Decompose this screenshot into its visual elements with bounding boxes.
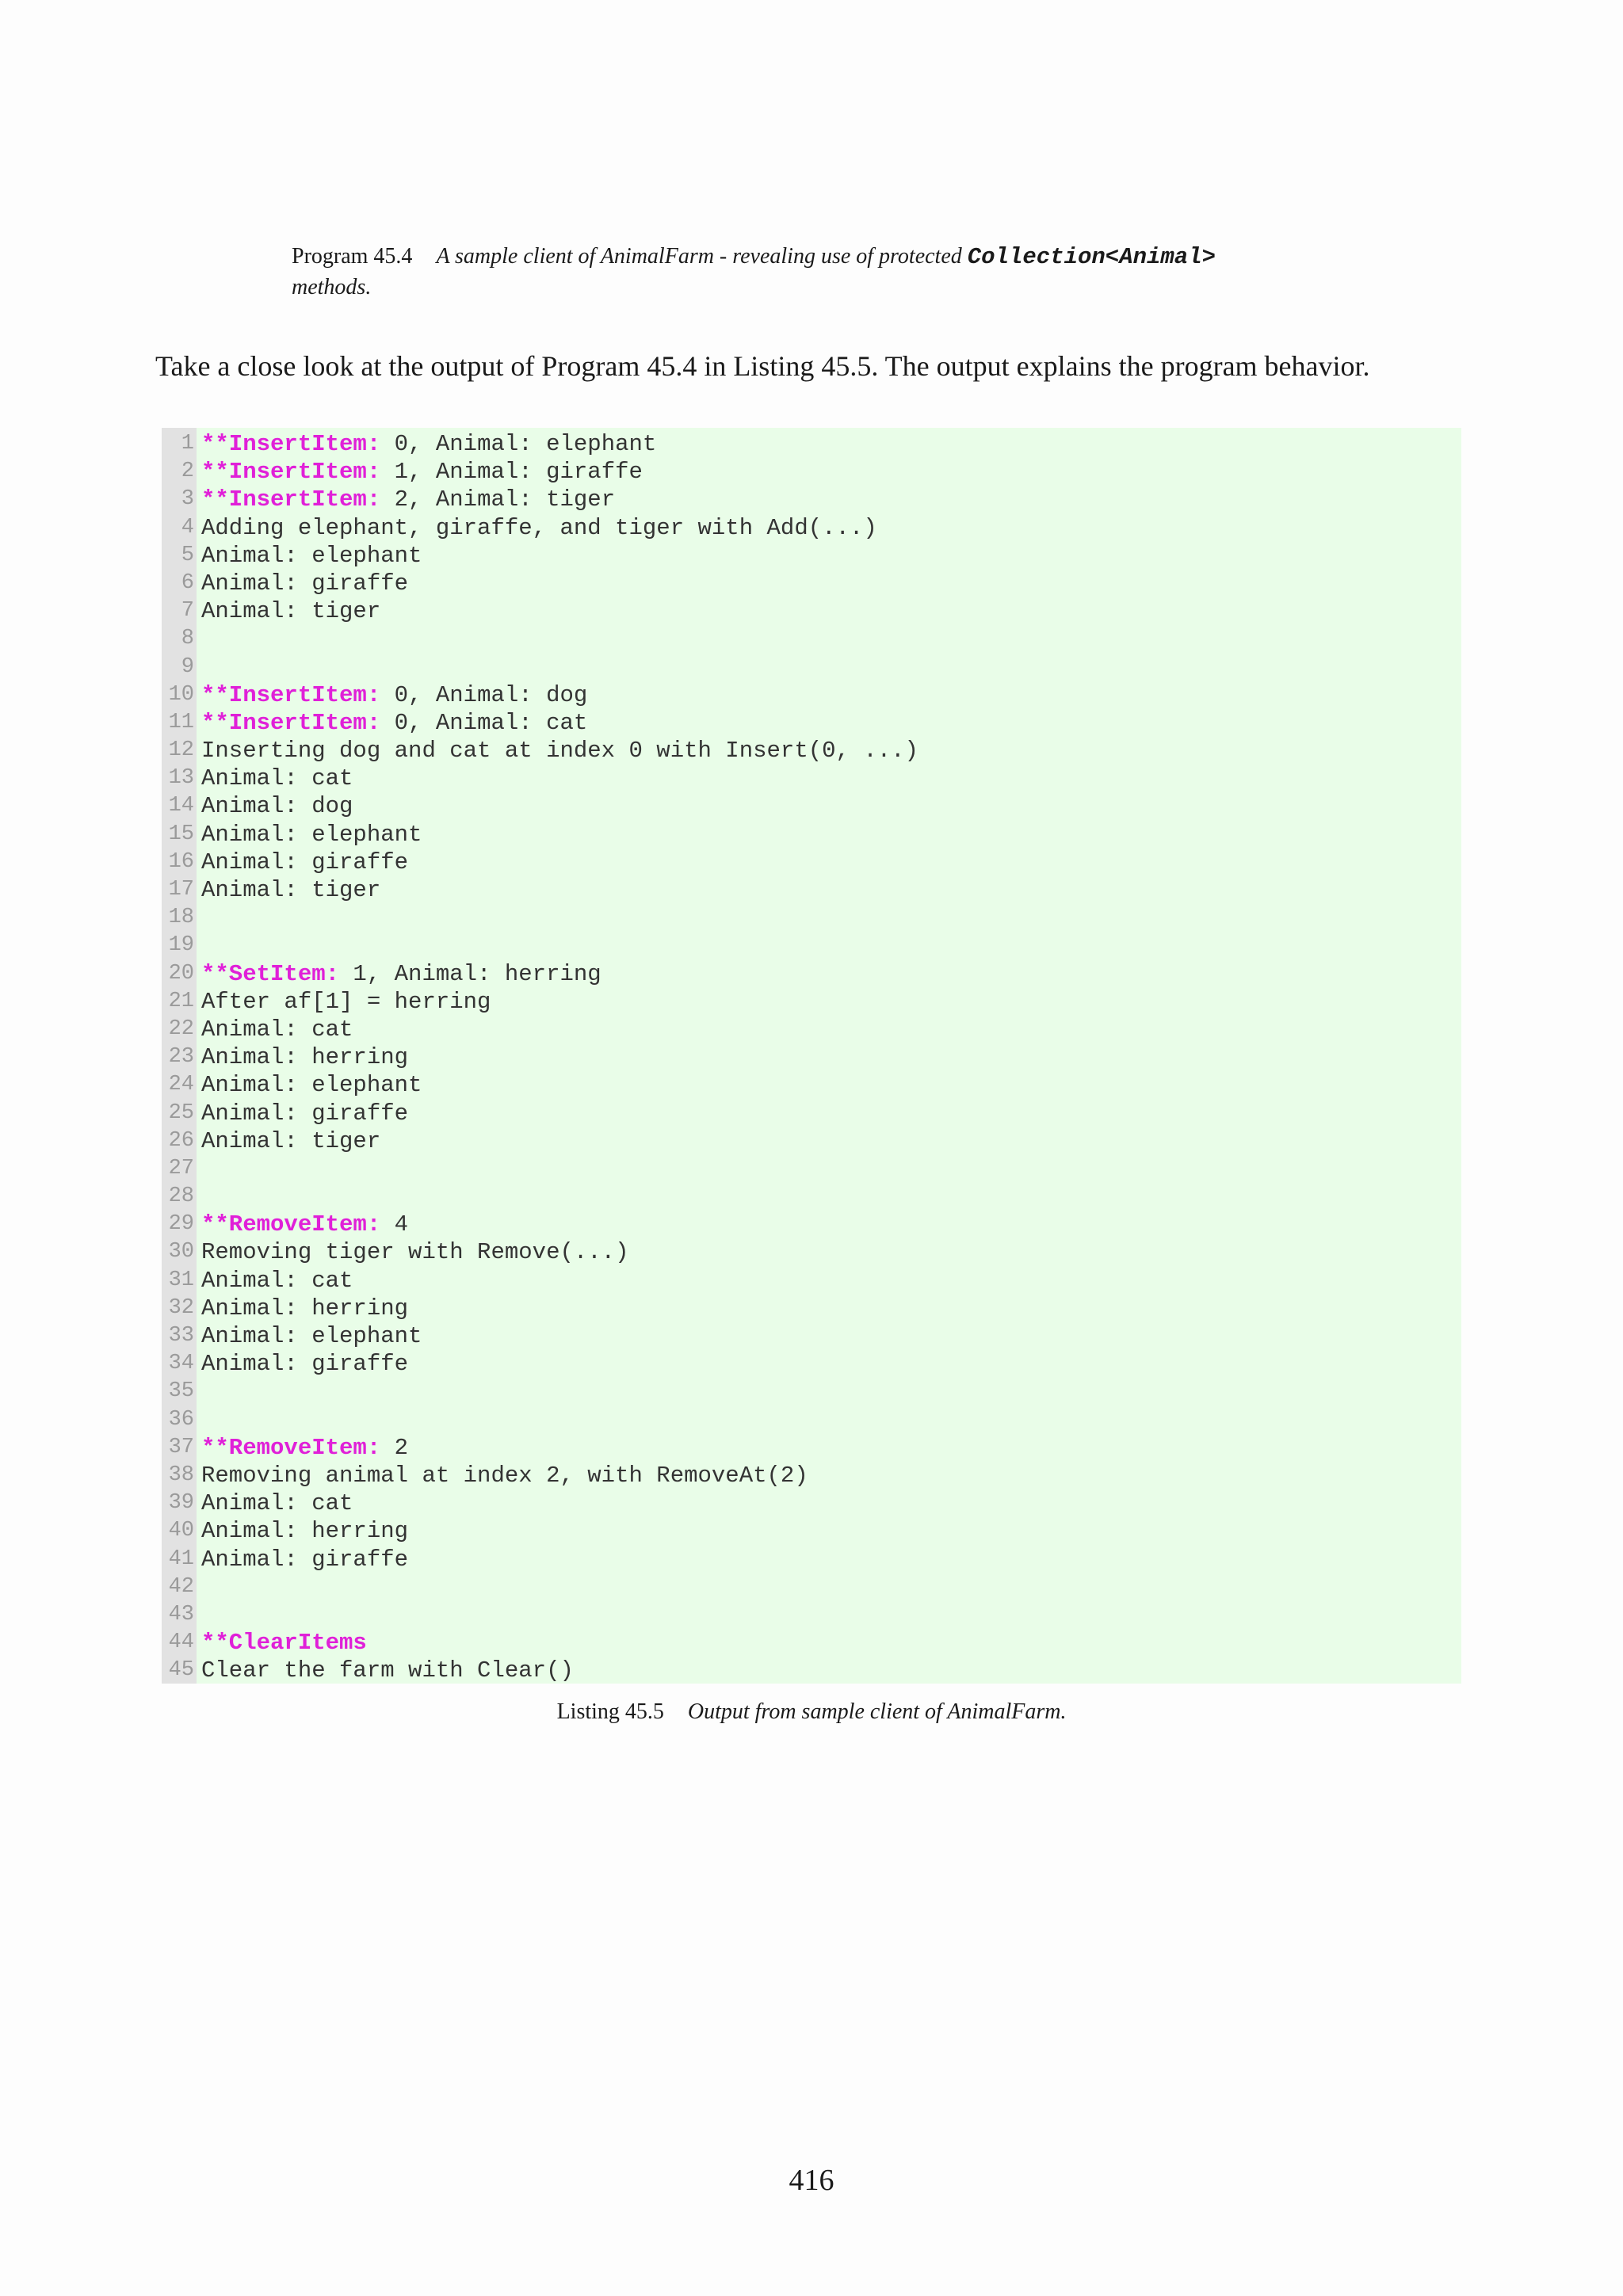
line-number: 40	[168, 1519, 194, 1543]
program-caption	[292, 242, 1385, 303]
line-text: 2, Animal: tiger	[380, 486, 616, 513]
line-code	[201, 1322, 422, 1350]
line-number: 19	[168, 933, 194, 958]
listing-line	[162, 876, 1461, 904]
listing-line	[162, 1546, 1461, 1573]
line-code	[201, 988, 491, 1016]
listing-line	[162, 1155, 1461, 1183]
line-code	[201, 430, 656, 458]
listing-line	[162, 988, 1461, 1016]
line-code	[201, 1629, 367, 1657]
listing-caption-description: Output from sample client of AnimalFarm.	[687, 1699, 1067, 1724]
line-number: 12	[168, 738, 194, 763]
line-text: Animal: herring	[201, 1295, 409, 1322]
line-text: Animal: cat	[201, 1016, 353, 1043]
line-number: 18	[168, 906, 194, 930]
body-paragraph: Take a close look at the output of Program 45.4 in Listing 45.5. The output explains the program behavior.	[155, 350, 1370, 382]
program-caption-code: Collection<Animal>	[967, 244, 1216, 270]
line-number: 25	[168, 1100, 194, 1125]
trace-keyword: **RemoveItem:	[201, 1434, 381, 1461]
program-caption-description-end: methods.	[292, 275, 372, 299]
line-number: 27	[168, 1156, 194, 1180]
line-text: 0, Animal: elephant	[380, 431, 657, 457]
line-code	[201, 458, 643, 486]
listing-line	[162, 542, 1461, 570]
line-code	[201, 542, 422, 570]
line-number: 43	[168, 1602, 194, 1627]
line-number: 31	[168, 1268, 194, 1292]
line-text: Animal: herring	[201, 1518, 409, 1545]
listing-line	[162, 1601, 1461, 1629]
listing-line	[162, 1267, 1461, 1295]
line-code	[201, 1462, 808, 1489]
line-code	[201, 1211, 408, 1238]
line-code	[201, 1489, 353, 1517]
listing-line	[162, 1657, 1461, 1684]
line-text: 1, Animal: giraffe	[380, 459, 643, 486]
line-text: 0, Animal: cat	[380, 709, 588, 736]
line-code	[201, 486, 615, 513]
trace-keyword: **InsertItem:	[201, 431, 381, 457]
line-code	[201, 1071, 422, 1099]
trace-keyword: **InsertItem:	[201, 709, 381, 736]
trace-keyword: **RemoveItem:	[201, 1211, 381, 1238]
line-code	[201, 1657, 574, 1684]
line-code	[201, 514, 877, 542]
listing-line	[162, 1043, 1461, 1071]
listing-line	[162, 654, 1461, 681]
line-number: 28	[168, 1184, 194, 1209]
line-number: 5	[181, 543, 194, 567]
line-number: 15	[168, 822, 194, 846]
line-text: Animal: dog	[201, 793, 353, 820]
line-code	[201, 570, 408, 597]
line-code	[201, 1100, 408, 1127]
line-number: 17	[168, 878, 194, 902]
listing-line	[162, 597, 1461, 625]
line-text: Animal: tiger	[201, 877, 381, 903]
line-text: Animal: herring	[201, 1044, 409, 1071]
line-number: 44	[168, 1630, 194, 1655]
listing-line	[162, 737, 1461, 765]
listing-line	[162, 1183, 1461, 1211]
line-number: 33	[168, 1324, 194, 1348]
line-number: 6	[181, 570, 194, 595]
trace-keyword: **InsertItem:	[201, 486, 381, 513]
line-text: Animal: elephant	[201, 821, 422, 848]
line-text: Animal: cat	[201, 1490, 353, 1517]
line-code	[201, 737, 918, 765]
listing-line	[162, 1295, 1461, 1322]
line-number: 22	[168, 1016, 194, 1041]
line-code	[201, 792, 353, 820]
line-text: 1, Animal: herring	[339, 960, 601, 987]
code-listing	[162, 428, 1461, 1684]
line-text: Animal: cat	[201, 1267, 353, 1294]
listing-line	[162, 1406, 1461, 1434]
line-number: 32	[168, 1295, 194, 1320]
listing-line	[162, 1016, 1461, 1043]
line-number: 21	[168, 989, 194, 1013]
listing-line	[162, 1350, 1461, 1378]
listing-line	[162, 458, 1461, 486]
listing-line	[162, 1238, 1461, 1266]
line-code	[201, 1127, 380, 1155]
line-number: 7	[181, 599, 194, 624]
listing-line	[162, 486, 1461, 513]
listing-line	[162, 625, 1461, 653]
line-code	[201, 709, 587, 737]
line-number: 13	[168, 766, 194, 791]
line-number: 41	[168, 1547, 194, 1571]
listing-line	[162, 681, 1461, 709]
line-number: 14	[168, 794, 194, 818]
listing-line	[162, 904, 1461, 932]
line-text: Animal: giraffe	[201, 1100, 409, 1127]
line-text: Animal: giraffe	[201, 570, 409, 597]
line-number: 24	[168, 1073, 194, 1097]
listing-line	[162, 514, 1461, 542]
line-text: Animal: elephant	[201, 1323, 422, 1349]
trace-keyword: **InsertItem:	[201, 459, 381, 486]
line-number: 29	[168, 1212, 194, 1237]
line-number: 23	[168, 1045, 194, 1070]
line-number: 4	[181, 515, 194, 540]
listing-line	[162, 1434, 1461, 1462]
line-number: 34	[168, 1352, 194, 1376]
line-code	[201, 1238, 629, 1266]
line-text: Animal: giraffe	[201, 1351, 409, 1378]
listing-line	[162, 1378, 1461, 1405]
line-text: Animal: elephant	[201, 1072, 422, 1099]
listing-line	[162, 960, 1461, 988]
listing-line	[162, 430, 1461, 458]
line-number: 42	[168, 1574, 194, 1599]
listing-line	[162, 821, 1461, 849]
listing-caption	[0, 1697, 1623, 1727]
line-text: 2	[380, 1434, 409, 1461]
listing-line	[162, 1573, 1461, 1601]
line-code	[201, 1546, 408, 1573]
trace-keyword: **InsertItem:	[201, 681, 381, 708]
listing-line	[162, 792, 1461, 820]
line-text: Adding elephant, giraffe, and tiger with Add(...)	[201, 514, 877, 541]
trace-keyword: **SetItem:	[201, 960, 340, 987]
listing-line	[162, 1489, 1461, 1517]
line-text: Inserting dog and cat at index 0 with Insert(0, ...)	[201, 738, 918, 765]
line-code	[201, 597, 380, 625]
line-number: 45	[168, 1658, 194, 1683]
line-code	[201, 876, 380, 904]
line-number: 16	[168, 849, 194, 874]
line-text: Animal: cat	[201, 765, 353, 792]
line-code	[201, 821, 422, 849]
listing-line	[162, 765, 1461, 792]
listing-line	[162, 1517, 1461, 1545]
listing-line	[162, 709, 1461, 737]
listing-line	[162, 1629, 1461, 1657]
line-text: Animal: giraffe	[201, 1546, 409, 1573]
line-code	[201, 1267, 353, 1295]
line-text: After af[1] = herring	[201, 988, 491, 1015]
line-code	[201, 1434, 408, 1462]
page-number: 416	[789, 2164, 834, 2197]
trace-keyword: **ClearItems	[201, 1630, 367, 1657]
listing-line	[162, 1322, 1461, 1350]
line-code	[201, 1350, 408, 1378]
line-code	[201, 1043, 408, 1071]
line-code	[201, 1517, 408, 1545]
line-number: 1	[181, 432, 194, 456]
listing-line	[162, 849, 1461, 876]
listing-line	[162, 570, 1461, 597]
line-number: 2	[181, 460, 194, 484]
line-text: 4	[380, 1211, 409, 1238]
program-caption-description: A sample client of AnimalFarm - revealing use of protected	[436, 244, 968, 269]
line-number: 39	[168, 1491, 194, 1516]
listing-line	[162, 1100, 1461, 1127]
line-text: Clear the farm with Clear()	[201, 1657, 574, 1684]
line-code	[201, 765, 353, 792]
line-text: 0, Animal: dog	[380, 681, 588, 708]
line-number: 36	[168, 1407, 194, 1432]
line-text: Animal: tiger	[201, 598, 381, 625]
listing-line	[162, 1071, 1461, 1099]
line-text: Removing tiger with Remove(...)	[201, 1239, 629, 1266]
line-code	[201, 1295, 408, 1322]
line-text: Removing animal at index 2, with RemoveAt(2)	[201, 1462, 808, 1489]
line-code	[201, 849, 408, 876]
line-text: Animal: tiger	[201, 1127, 381, 1154]
listing-caption-number: Listing 45.5	[556, 1699, 664, 1724]
listing-line	[162, 1462, 1461, 1489]
listing-lines	[162, 430, 1461, 1684]
line-text: Animal: elephant	[201, 542, 422, 569]
listing-line	[162, 1127, 1461, 1155]
line-number: 3	[181, 487, 194, 512]
line-number: 30	[168, 1240, 194, 1264]
line-number: 35	[168, 1379, 194, 1404]
line-number: 9	[181, 654, 194, 679]
line-number: 10	[168, 682, 194, 707]
listing-line	[162, 932, 1461, 959]
line-code	[201, 960, 601, 988]
line-number: 20	[168, 961, 194, 986]
line-number: 38	[168, 1463, 194, 1487]
line-code	[201, 681, 587, 709]
program-caption-number: Program 45.4	[292, 244, 413, 269]
line-number: 11	[168, 710, 194, 734]
listing-line	[162, 1211, 1461, 1238]
line-number: 37	[168, 1435, 194, 1459]
line-number: 26	[168, 1128, 194, 1153]
line-code	[201, 1016, 353, 1043]
line-text: Animal: giraffe	[201, 849, 409, 875]
line-number: 8	[181, 627, 194, 651]
